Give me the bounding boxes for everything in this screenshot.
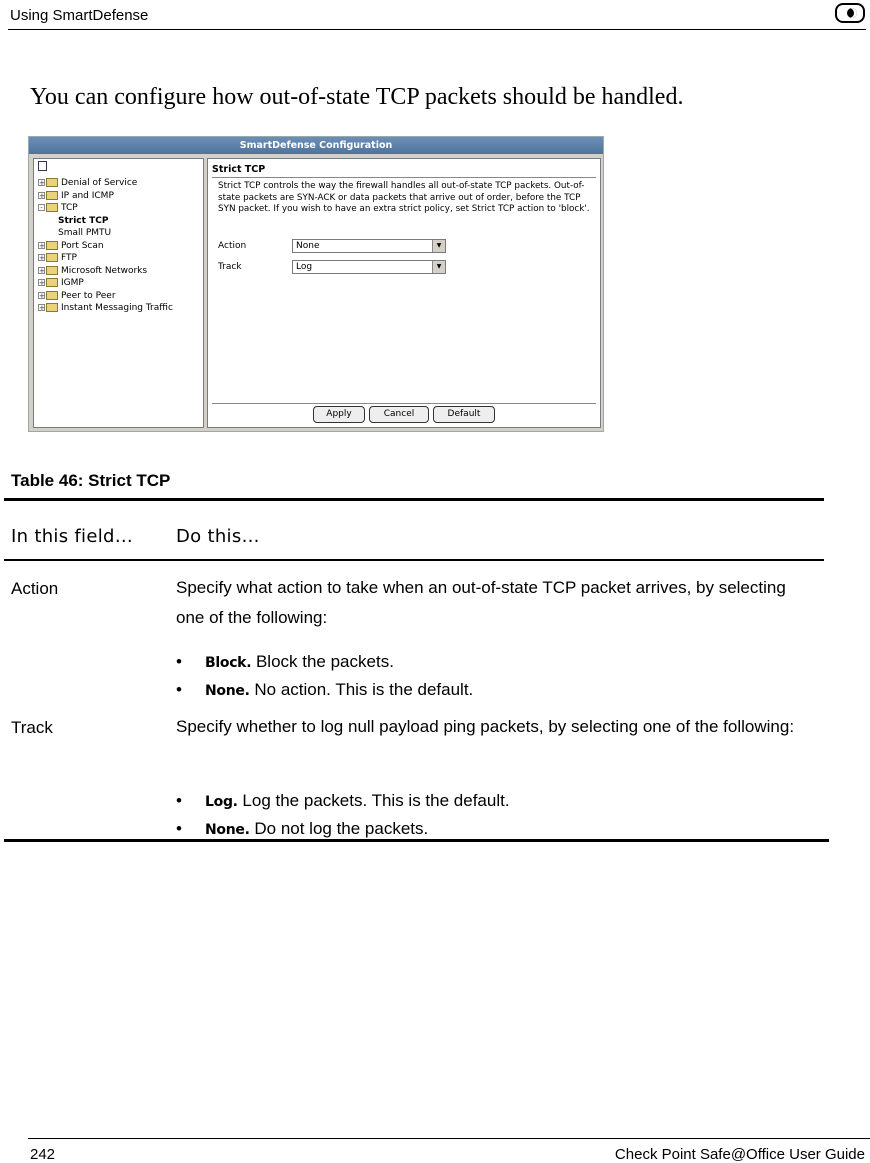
folder-icon bbox=[46, 241, 58, 250]
tree-item[interactable] bbox=[38, 290, 116, 302]
row-field-track: Track bbox=[11, 718, 53, 737]
tree-item-label: IP and ICMP bbox=[61, 190, 114, 201]
bullet-item bbox=[176, 652, 394, 672]
window-title: SmartDefense Configuration bbox=[29, 137, 603, 154]
option-name: Log. bbox=[205, 794, 238, 810]
option-name: None. bbox=[205, 683, 250, 699]
option-text: Log the packets. This is the default. bbox=[242, 791, 510, 810]
tree-item-label: IGMP bbox=[61, 278, 84, 288]
expand-icon[interactable]: + bbox=[39, 304, 45, 312]
expand-icon[interactable]: + bbox=[39, 179, 45, 187]
tree-item[interactable] bbox=[38, 202, 78, 214]
chevron-down-icon[interactable]: ▼ bbox=[432, 261, 445, 273]
expand-icon[interactable]: + bbox=[39, 191, 45, 200]
action-select-value: None bbox=[296, 241, 320, 251]
checkpoint-logo-icon bbox=[835, 3, 865, 23]
settings-panel bbox=[207, 158, 601, 428]
tree-item-label: TCP bbox=[61, 203, 78, 213]
intro-paragraph: You can configure how out-of-state TCP packets should be handled. bbox=[30, 84, 684, 110]
panel-divider bbox=[212, 177, 596, 178]
action-select[interactable] bbox=[292, 239, 446, 253]
running-header-title: Using SmartDefense bbox=[10, 7, 149, 24]
option-name: Block. bbox=[205, 655, 252, 671]
panel-description: Strict TCP controls the way the firewall handles all out-of-state TCP packets. Out-of-state packets are SYN-ACK or data packets that arrive out of order, before the TCP SYN packet. If you wish to have an extra strict policy, set Strict TCP action to 'block'. bbox=[218, 181, 590, 214]
row-description-track: Specify whether to log null payload ping packets, by selecting one of the following: bbox=[176, 717, 795, 736]
tree-item-label: Peer to Peer bbox=[61, 290, 116, 301]
track-label: Track bbox=[218, 262, 242, 272]
tree-item[interactable] bbox=[38, 277, 84, 289]
expand-icon[interactable]: + bbox=[39, 254, 45, 262]
folder-icon bbox=[46, 266, 58, 275]
tree-item-label: Small PMTU bbox=[58, 228, 112, 238]
tree-item[interactable] bbox=[38, 265, 147, 277]
footer-guide-title: Check Point Safe@Office User Guide bbox=[614, 1146, 865, 1163]
tree-item-label: Denial of Service bbox=[61, 178, 138, 188]
tree-item[interactable] bbox=[38, 252, 77, 264]
expand-icon[interactable]: + bbox=[39, 241, 45, 250]
panel-title: Strict TCP bbox=[212, 164, 266, 175]
folder-icon bbox=[46, 278, 58, 287]
bullet-icon: • bbox=[176, 791, 182, 810]
folder-icon bbox=[46, 203, 58, 212]
expand-icon[interactable]: + bbox=[39, 291, 45, 300]
tree-item[interactable] bbox=[38, 302, 173, 314]
tree-item-label: FTP bbox=[61, 253, 77, 263]
option-text: No action. This is the default. bbox=[254, 680, 474, 699]
folder-icon bbox=[46, 178, 58, 187]
bullet-icon: • bbox=[176, 819, 182, 838]
track-select-value: Log bbox=[296, 262, 313, 272]
table-caption: Table 46: Strict TCP bbox=[11, 471, 171, 490]
table-bottom-rule bbox=[4, 839, 829, 842]
folder-icon bbox=[46, 253, 58, 262]
row-field-action: Action bbox=[11, 579, 59, 598]
tree-item[interactable] bbox=[38, 177, 137, 189]
apply-button[interactable]: Apply bbox=[313, 406, 365, 423]
track-select[interactable] bbox=[292, 260, 446, 274]
bullet-item bbox=[176, 680, 473, 700]
collapse-icon[interactable]: - bbox=[38, 204, 45, 211]
action-label: Action bbox=[218, 241, 247, 251]
column-header-action: Do this… bbox=[176, 526, 260, 547]
tree-item-label: Port Scan bbox=[61, 240, 104, 251]
table-top-rule bbox=[4, 498, 824, 501]
header-rule bbox=[8, 29, 866, 30]
folder-icon bbox=[46, 291, 58, 300]
expand-icon[interactable]: + bbox=[39, 279, 45, 287]
chevron-down-icon[interactable]: ▼ bbox=[432, 240, 445, 252]
tree-item[interactable] bbox=[58, 215, 108, 227]
option-name: None. bbox=[205, 822, 250, 838]
expand-icon[interactable]: + bbox=[39, 266, 45, 275]
tree-item-label: Microsoft Networks bbox=[61, 265, 148, 276]
bullet-item bbox=[176, 791, 510, 811]
row-description-action: Specify what action to take when an out-of-state TCP packet arrives, by selecting one of the following: bbox=[176, 578, 786, 627]
bullet-icon: • bbox=[176, 680, 182, 699]
folder-icon bbox=[46, 303, 58, 312]
page-number: 242 bbox=[30, 1146, 56, 1163]
button-bar-divider bbox=[212, 403, 596, 404]
folder-icon bbox=[46, 191, 58, 200]
footer-rule bbox=[28, 1138, 870, 1139]
category-tree bbox=[33, 158, 204, 428]
default-button[interactable]: Default bbox=[433, 406, 495, 423]
table-header-rule bbox=[4, 559, 824, 561]
column-header-field: In this field… bbox=[11, 526, 134, 547]
tree-item-label: Instant Messaging Traffic bbox=[61, 303, 173, 313]
bullet-icon: • bbox=[176, 652, 182, 671]
smartdefense-screenshot bbox=[28, 136, 604, 432]
cancel-button[interactable]: Cancel bbox=[369, 406, 429, 423]
tree-item[interactable] bbox=[38, 190, 114, 202]
tree-item[interactable] bbox=[58, 227, 111, 239]
option-text: Do not log the packets. bbox=[254, 819, 429, 838]
tree-root-icon bbox=[38, 161, 47, 171]
bullet-item bbox=[176, 819, 428, 839]
tree-item-label: Strict TCP bbox=[58, 215, 109, 226]
option-text: Block the packets. bbox=[255, 652, 394, 671]
tree-item[interactable] bbox=[38, 240, 104, 252]
